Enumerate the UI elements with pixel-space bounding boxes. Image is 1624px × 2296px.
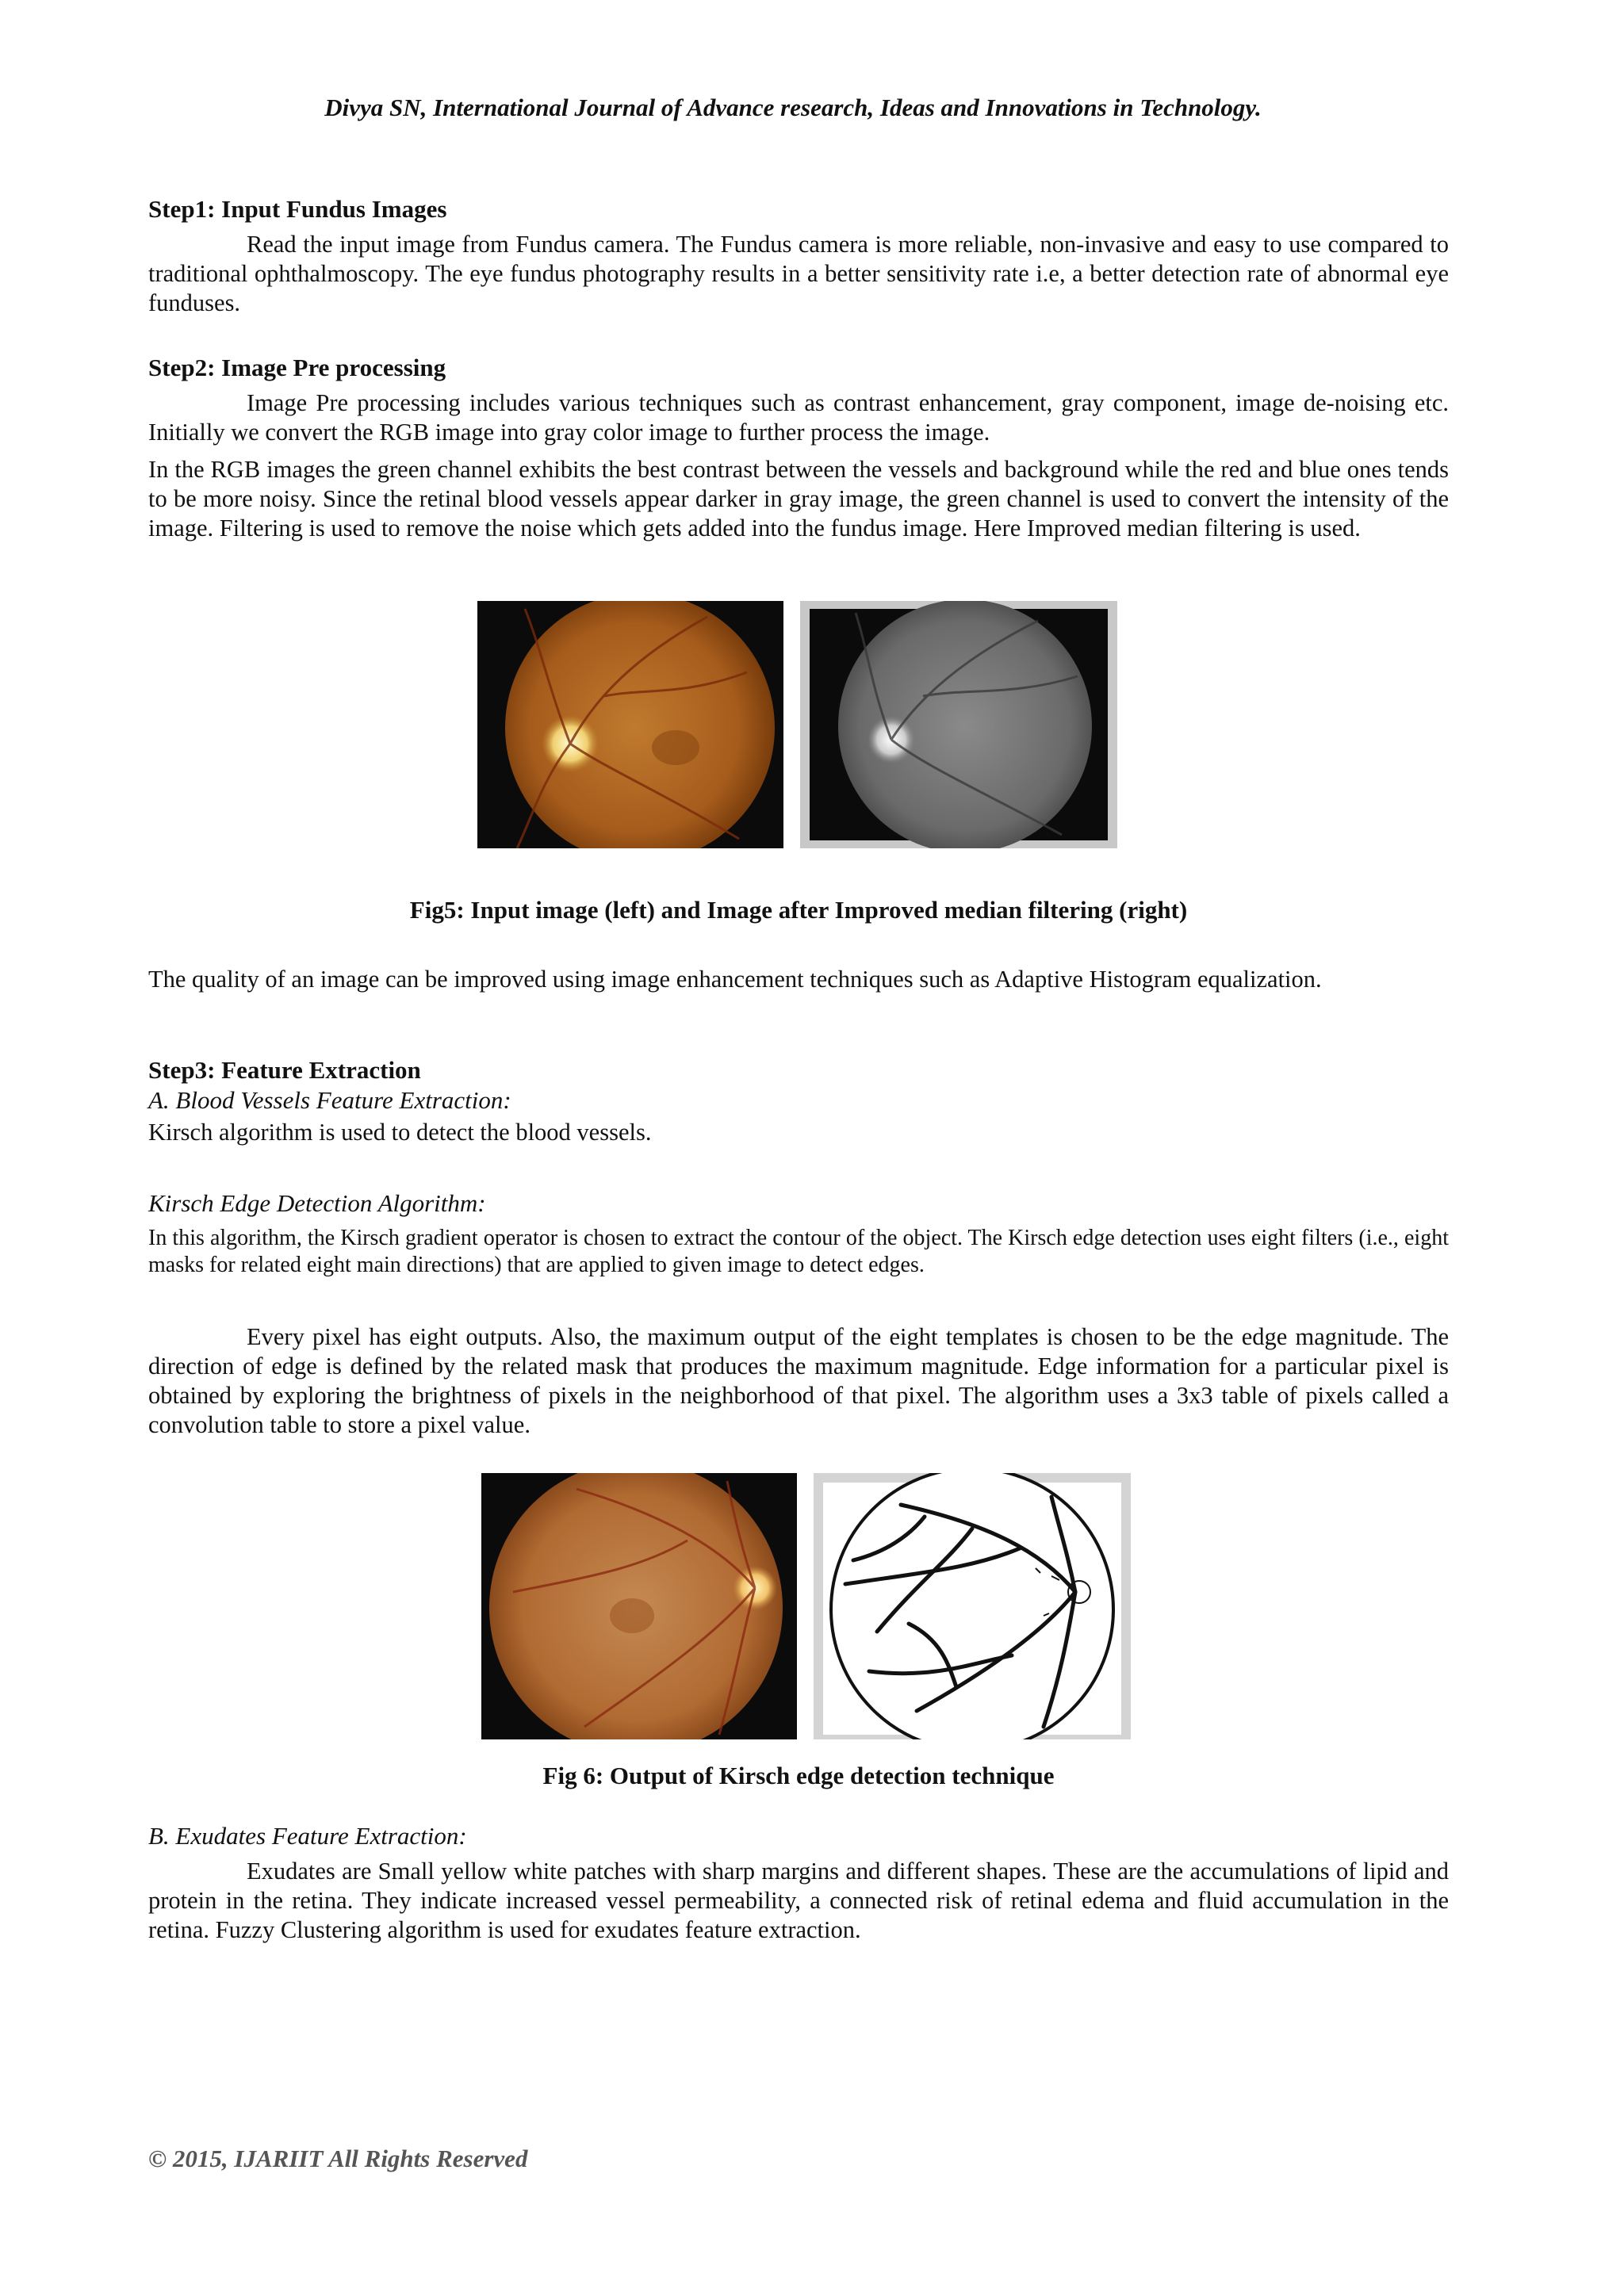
copyright-footer: © 2015, IJARIIT All Rights Reserved — [148, 2145, 528, 2172]
enhancement-paragraph: The quality of an image can be improved using image enhancement techniques such as Adaptive Histogram equalization. — [148, 966, 1322, 993]
fig6-input-fundus-image — [481, 1473, 797, 1739]
step2-heading: Step2: Image Pre processing — [148, 354, 446, 381]
running-header: Divya SN, International Journal of Advance research, Ideas and Innovations in Technology. — [324, 94, 1262, 121]
fig5-input-fundus-image — [477, 601, 783, 848]
step2-paragraph-1: Image Pre processing includes various techniques such as contrast enhancement, gray component, image de-noising etc. Initially we convert the RGB image into gray color image to further process the image. — [148, 389, 1449, 446]
fig6-caption: Fig 6: Output of Kirsch edge detection technique — [542, 1762, 1055, 1789]
exudates-paragraph: Exudates are Small yellow white patches with sharp margins and different shapes. These are the accumulations of lipid and protein in the retina. They indicate increased vessel permeability, a connected risk of retinal edema and fluid accumulation in the retina. Fuzzy Clustering algorithm is used for exudates feature extraction. — [148, 1858, 1449, 1943]
fig5-caption: Fig5: Input image (left) and Image after Improved median filtering (right) — [409, 896, 1188, 924]
fig6-kirsch-edge-output-image — [814, 1473, 1131, 1739]
step2-paragraph-2: In the RGB images the green channel exhibits the best contrast between the vessels and background while the red and blue ones tends to be more noisy. Since the retinal blood vessels appear darker in gray image, the green channel is used to convert the intensity of the image. Filtering is used to remove the noise which gets added into the fundus image. Here Improved median filtering is used. — [148, 456, 1449, 541]
kirsch-subheading: Kirsch Edge Detection Algorithm: — [148, 1189, 486, 1217]
blood-vessels-paragraph: Kirsch algorithm is used to detect the blood vessels. — [148, 1119, 652, 1146]
exudates-subheading: B. Exudates Feature Extraction: — [148, 1822, 467, 1850]
step1-heading: Step1: Input Fundus Images — [148, 195, 447, 223]
fig5-filtered-gray-image — [800, 601, 1117, 848]
kirsch-paragraph-2: Every pixel has eight outputs. Also, the maximum output of the eight templates is chosen to be the edge magnitude. The direction of edge is defined by the related mask that produces the maximum magnitude. Edge information for a particular pixel is obtained by exploring the brightness of pixels in the neighborhood of that pixel. The algorithm uses a 3x3 table of pixels called a convolution table to store a pixel value. — [148, 1323, 1449, 1438]
step3-heading: Step3: Feature Extraction — [148, 1056, 421, 1084]
step1-paragraph: Read the input image from Fundus camera. The Fundus camera is more reliable, non-invasive and easy to use compared to traditional ophthalmoscopy. The eye fundus photography results in a better sensitivity rate i.e, a better detection rate of abnormal eye funduses. — [148, 231, 1449, 316]
blood-vessels-subheading: A. Blood Vessels Feature Extraction: — [148, 1086, 511, 1114]
kirsch-paragraph-1: In this algorithm, the Kirsch gradient operator is chosen to extract the contour of the object. The Kirsch edge detection uses eight filters (i.e., eight masks for related eight main directions) that are applied to given image to detect edges. — [148, 1226, 1449, 1277]
